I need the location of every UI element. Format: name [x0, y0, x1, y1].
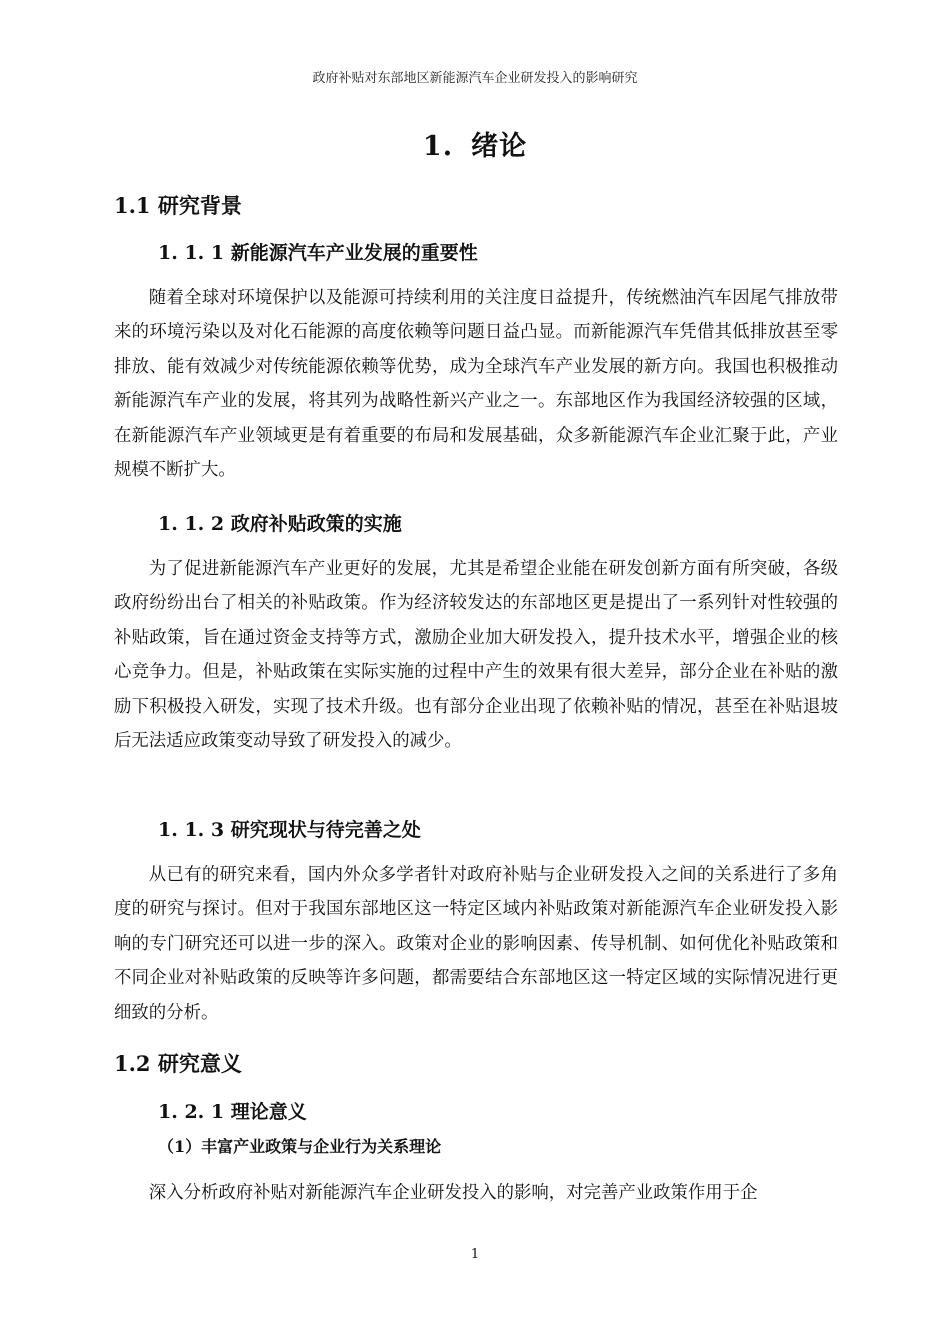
paragraph-1-1-2: 为了促进新能源汽车产业更好的发展，尤其是希望企业能在研发创新方面有所突破，各级政府纷纷出台了相关的补贴政策。作为经济较发达的东部地区更是提出了一系列针对性较强的补贴政策，旨在通过资金支持等方式，激励企业加大研发投入，提升技术水平，增强企业的核心竞争力。但是，补贴政策在实际实施的过程中产生的效果有很大差异，部分企业在补贴的激励下积极投入研发，实现了技术升级。也有部分企业出现了依赖补贴的情况，甚至在补贴退坡后无法适应政策变动导致了研发投入的减少。: [114, 559, 838, 752]
running-header: 政府补贴对东部地区新能源汽车企业研发投入的影响研究: [312, 71, 638, 86]
subsection-heading-1-1-2: 1. 1. 2 政府补贴政策的实施: [158, 513, 402, 535]
chapter-number: 1.: [422, 131, 454, 162]
page-number: 1: [470, 1247, 480, 1262]
subsection-heading-1-1-3: 1. 1. 3 研究现状与待完善之处: [158, 819, 421, 841]
chapter-title: [0, 124, 950, 163]
subsection-heading-1-1-1: 1. 1. 1 新能源汽车产业发展的重要性: [158, 242, 478, 264]
paragraph-1-1-1: 随着全球对环境保护以及能源可持续利用的关注度日益提升，传统燃油汽车因尾气排放带来的环境污染以及对化石能源的高度依赖等问题日益凸显。而新能源汽车凭借其低排放甚至零排放、能有效减少对传统能源依赖等优势，成为全球汽车产业发展的新方向。我国也积极推动新能源汽车产业的发展，将其列为战略性新兴产业之一。东部地区作为我国经济较强的区域，在新能源汽车产业领域更是有着重要的布局和发展基础，众多新能源汽车企业汇聚于此，产业规模不断扩大。: [114, 288, 838, 481]
paragraph-1-2-1: 深入分析政府补贴对新能源汽车企业研发投入的影响，对完善产业政策作用于企: [148, 1183, 758, 1203]
section-heading-1-2: 1.2 研究意义: [114, 1051, 242, 1076]
subsubsection-heading-1: （1）丰富产业政策与企业行为关系理论: [158, 1137, 442, 1156]
section-heading-1-1: 1.1 研究背景: [114, 193, 242, 218]
subsection-heading-1-2-1: 1. 2. 1 理论意义: [158, 1101, 307, 1123]
chapter-title-text: 绪论: [471, 131, 528, 162]
paragraph-1-1-3: 从已有的研究来看，国内外众多学者针对政府补贴与企业研发投入之间的关系进行了多角度的研究与探讨。但对于我国东部地区这一特定区域内补贴政策对新能源汽车企业研发投入影响的专门研究还可以进一步的深入。政策对企业的影响因素、传导机制、如何优化补贴政策和不同企业对补贴政策的反映等许多问题，都需要结合东部地区这一特定区域的实际情况进行更细致的分析。: [114, 865, 838, 1023]
